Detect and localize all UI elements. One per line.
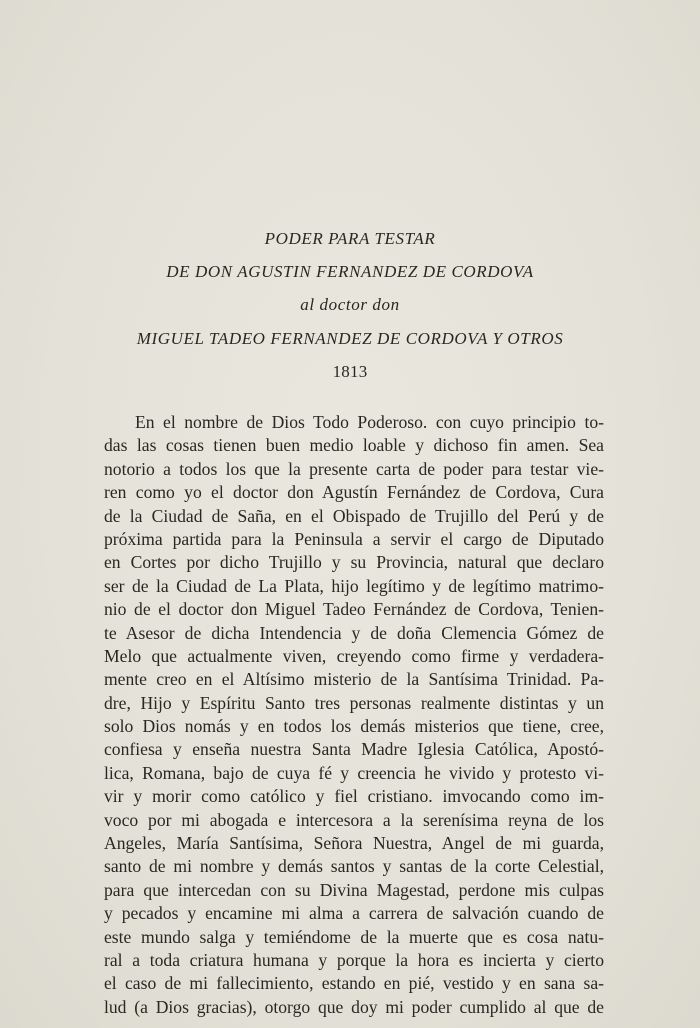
body-line: das las cosas tienen buen medio loable y dichoso fin amen. Sea <box>104 435 604 456</box>
body-line: y pecados y encamine mi alma a carrera de salvación cuando de <box>104 903 604 924</box>
body-line: dre, Hijo y Espíritu Santo tres personas realmente distintas y un <box>104 692 604 713</box>
body-line: En el nombre de Dios Todo Poderoso. con cuyo principio to- <box>135 412 604 432</box>
body-line: este mundo salga y temiéndome de la muerte que es cosa natu- <box>104 926 604 947</box>
heading-title: PODER PARA TESTAR <box>264 229 436 248</box>
body-line: santo de mi nombre y demás santos y santas de la corte Celestial, <box>104 856 604 877</box>
body-line: nio de el doctor don Miguel Tadeo Fernández de Cordova, Tenien- <box>104 599 604 620</box>
body-line: Angeles, María Santísima, Señora Nuestra, Angel de mi guarda, <box>104 833 604 854</box>
body-line: lica, Romana, bajo de cuya fé y creencia he vivido y protesto vi- <box>104 762 604 783</box>
heading-year: 1813 <box>332 361 368 381</box>
body-line: ser de la Ciudad de La Plata, hijo legítimo y de legítimo matrimo- <box>104 575 604 596</box>
body-line: Melo que actualmente viven, creyendo como firme y verdadera- <box>104 645 604 666</box>
document-heading <box>0 224 700 390</box>
body-line: te Asesor de dicha Intendencia y de doña Clemencia Gómez de <box>104 622 604 643</box>
body-line: el caso de mi fallecimiento, estando en pié, vestido y en sana sa- <box>104 973 604 994</box>
body-line: ren como yo el doctor don Agustín Fernández de Cordova, Cura <box>104 482 604 503</box>
body-line: en Cortes por dicho Trujillo y su Provincia, natural que declaro <box>104 552 604 573</box>
heading-grantor: DE DON AGUSTIN FERNANDEZ DE CORDOVA <box>166 262 534 282</box>
heading-grantee: MIGUEL TADEO FERNANDEZ DE CORDOVA Y OTROS <box>136 328 564 348</box>
body-line: vir y morir como católico y fiel cristiano. imvocando como im- <box>104 786 604 807</box>
body-line: notorio a todos los que la presente carta de poder para testar vie- <box>104 458 604 479</box>
body-line: voco por mi abogada e intercesora a la serenísima reyna de los <box>104 809 604 830</box>
body-line: confiesa y enseña nuestra Santa Madre Iglesia Católica, Apostó- <box>104 739 604 760</box>
heading-connector: al doctor don <box>300 295 400 315</box>
body-line: de la Ciudad de Saña, en el Obispado de Trujillo del Perú y de <box>104 505 604 526</box>
body-line: ral a toda criatura humana y porque la hora es incierta y cierto <box>104 949 604 970</box>
body-line: mente creo en el Altísimo misterio de la Santísima Trinidad. Pa- <box>104 669 604 690</box>
body-line: próxima partida para la Peninsula a servir el cargo de Diputado <box>104 528 604 549</box>
document-body <box>104 411 604 1019</box>
body-line: lud (a Dios gracias), otorgo que doy mi poder cumplido al que de <box>104 996 604 1017</box>
body-line: para que intercedan con su Divina Magestad, perdone mis culpas <box>104 879 604 900</box>
body-line: solo Dios nomás y en todos los demás misterios que tiene, cree, <box>104 716 604 737</box>
